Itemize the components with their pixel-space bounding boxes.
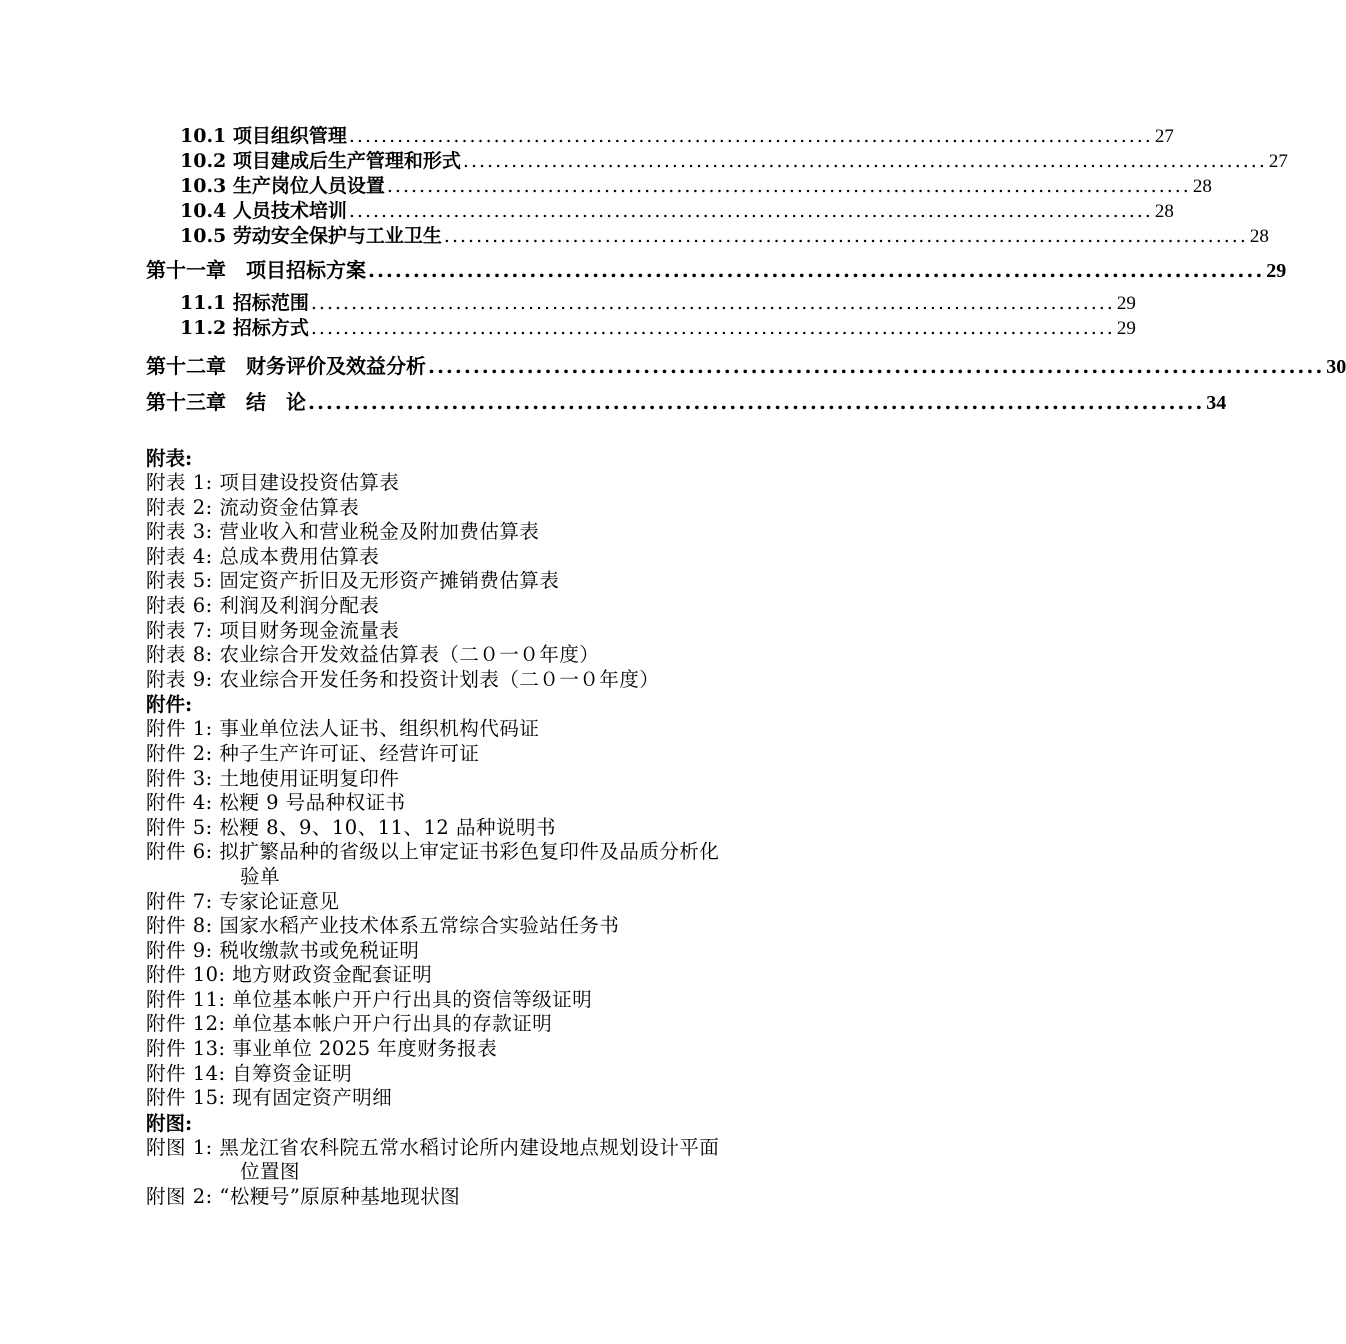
toc-title: 第十二章 财务评价及效益分析 [146, 354, 426, 378]
toc-chapter-11[interactable] [146, 255, 1287, 285]
toc-leader: .................................................................................................... [443, 225, 1248, 247]
toc-page: 28 [1192, 176, 1212, 197]
table-item: 附表 2: 流动资金估算表 [146, 495, 360, 519]
toc-title: 10.5 劳动安全保护与工业卫生 [180, 225, 442, 247]
toc-page: 30 [1326, 356, 1346, 378]
toc-title: 第十一章 项目招标方案 [146, 258, 366, 282]
toc-entry-10-2[interactable] [146, 149, 1288, 174]
toc-chapter-13[interactable] [146, 387, 1227, 417]
attachment-item: 附件 8: 国家水稻产业技术体系五常综合实验站任务书 [146, 914, 620, 938]
toc-leader: .................................................................................................... [348, 125, 1153, 147]
attachment-item: 附件 3: 土地使用证明复印件 [146, 766, 400, 790]
toc-leader: .................................................................................................... [310, 292, 1115, 314]
toc-page: 27 [1154, 126, 1174, 147]
toc-leader: .................................................................................................... [462, 150, 1267, 172]
appendix-lists [146, 446, 846, 1210]
toc-page: 27 [1268, 151, 1288, 172]
attachment-item: 附件 5: 松粳 8、9、10、11、12 品种说明书 [146, 815, 557, 839]
attachment-item: 附件 14: 自筹资金证明 [146, 1061, 353, 1085]
toc-page: 28 [1249, 226, 1269, 247]
figures-heading: 附图: [146, 1111, 193, 1135]
attachment-item: 附件 10: 地方财政资金配套证明 [146, 963, 433, 987]
toc-title: 10.2 项目建成后生产管理和形式 [180, 150, 461, 172]
table-item: 附表 9: 农业综合开发任务和投资计划表（二０一０年度） [146, 667, 660, 691]
toc-page: 29 [1116, 293, 1136, 314]
toc-entry-10-3[interactable] [146, 174, 1212, 199]
figure-item: 附图 2: “松粳号”原原种基地现状图 [146, 1185, 461, 1209]
table-item: 附表 5: 固定资产折旧及无形资产摊销费估算表 [146, 569, 560, 593]
attachment-item: 附件 1: 事业单位法人证书、组织机构代码证 [146, 717, 540, 741]
toc-title: 10.3 生产岗位人员设置 [180, 175, 385, 197]
toc-leader: .................................................................................................... [308, 390, 1205, 414]
attachment-item: 附件 4: 松粳 9 号品种权证书 [146, 791, 406, 815]
attachment-item: 附件 6: 拟扩繁品种的省级以上审定证书彩色复印件及品质分析化 [146, 840, 720, 864]
toc-page: 28 [1154, 201, 1174, 222]
toc-title: 10.1 项目组织管理 [180, 125, 347, 147]
toc-leader: .................................................................................................... [368, 258, 1265, 282]
toc-leader: .................................................................................................... [310, 317, 1115, 339]
toc-leader: .................................................................................................... [348, 200, 1153, 222]
attachment-item: 附件 13: 事业单位 2025 年度财务报表 [146, 1037, 498, 1061]
table-item: 附表 3: 营业收入和营业税金及附加费估算表 [146, 520, 540, 544]
toc-entry-10-5[interactable] [146, 224, 1269, 249]
table-item: 附表 1: 项目建设投资估算表 [146, 471, 400, 494]
toc-entry-10-4[interactable] [146, 199, 1174, 224]
toc-leader: .................................................................................................... [386, 175, 1191, 197]
toc-page: 34 [1206, 392, 1227, 414]
attachment-item: 附件 15: 现有固定资产明细 [146, 1086, 393, 1110]
figure-item-continuation: 位置图 [240, 1160, 301, 1184]
attachment-item: 附件 11: 单位基本帐户开户行出具的资信等级证明 [146, 987, 593, 1011]
attachment-item-continuation: 验单 [240, 864, 281, 888]
table-item: 附表 7: 项目财务现金流量表 [146, 618, 400, 642]
attachment-item: 附件 7: 专家论证意见 [146, 889, 340, 913]
toc-entry-10-1[interactable] [146, 124, 1174, 149]
toc-page: 29 [1116, 318, 1136, 339]
toc-entry-11-1[interactable] [146, 291, 1136, 316]
toc-title: 10.4 人员技术培训 [180, 200, 347, 222]
toc-chapter-12[interactable] [146, 351, 1346, 381]
toc-entry-11-2[interactable] [146, 316, 1136, 341]
toc-title: 11.1 招标范围 [180, 292, 309, 314]
table-item: 附表 6: 利润及利润分配表 [146, 593, 380, 617]
attachment-item: 附件 9: 税收缴款书或免税证明 [146, 938, 420, 962]
toc-page: 29 [1266, 260, 1287, 282]
figure-item: 附图 1: 黑龙江省农科院五常水稻讨论所内建设地点规划设计平面 [146, 1135, 720, 1159]
attachment-item: 附件 2: 种子生产许可证、经营许可证 [146, 741, 480, 765]
toc-title: 11.2 招标方式 [180, 317, 309, 339]
table-item: 附表 8: 农业综合开发效益估算表（二０一０年度） [146, 643, 600, 667]
table-of-contents [146, 124, 1346, 417]
toc-leader: .................................................................................................... [428, 354, 1325, 378]
table-item: 附表 4: 总成本费用估算表 [146, 544, 380, 568]
tables-heading: 附表: [146, 447, 193, 470]
attachments-heading: 附件: [146, 693, 193, 717]
toc-title: 第十三章 结 论 [146, 390, 306, 414]
attachment-item: 附件 12: 单位基本帐户开户行出具的存款证明 [146, 1012, 553, 1036]
